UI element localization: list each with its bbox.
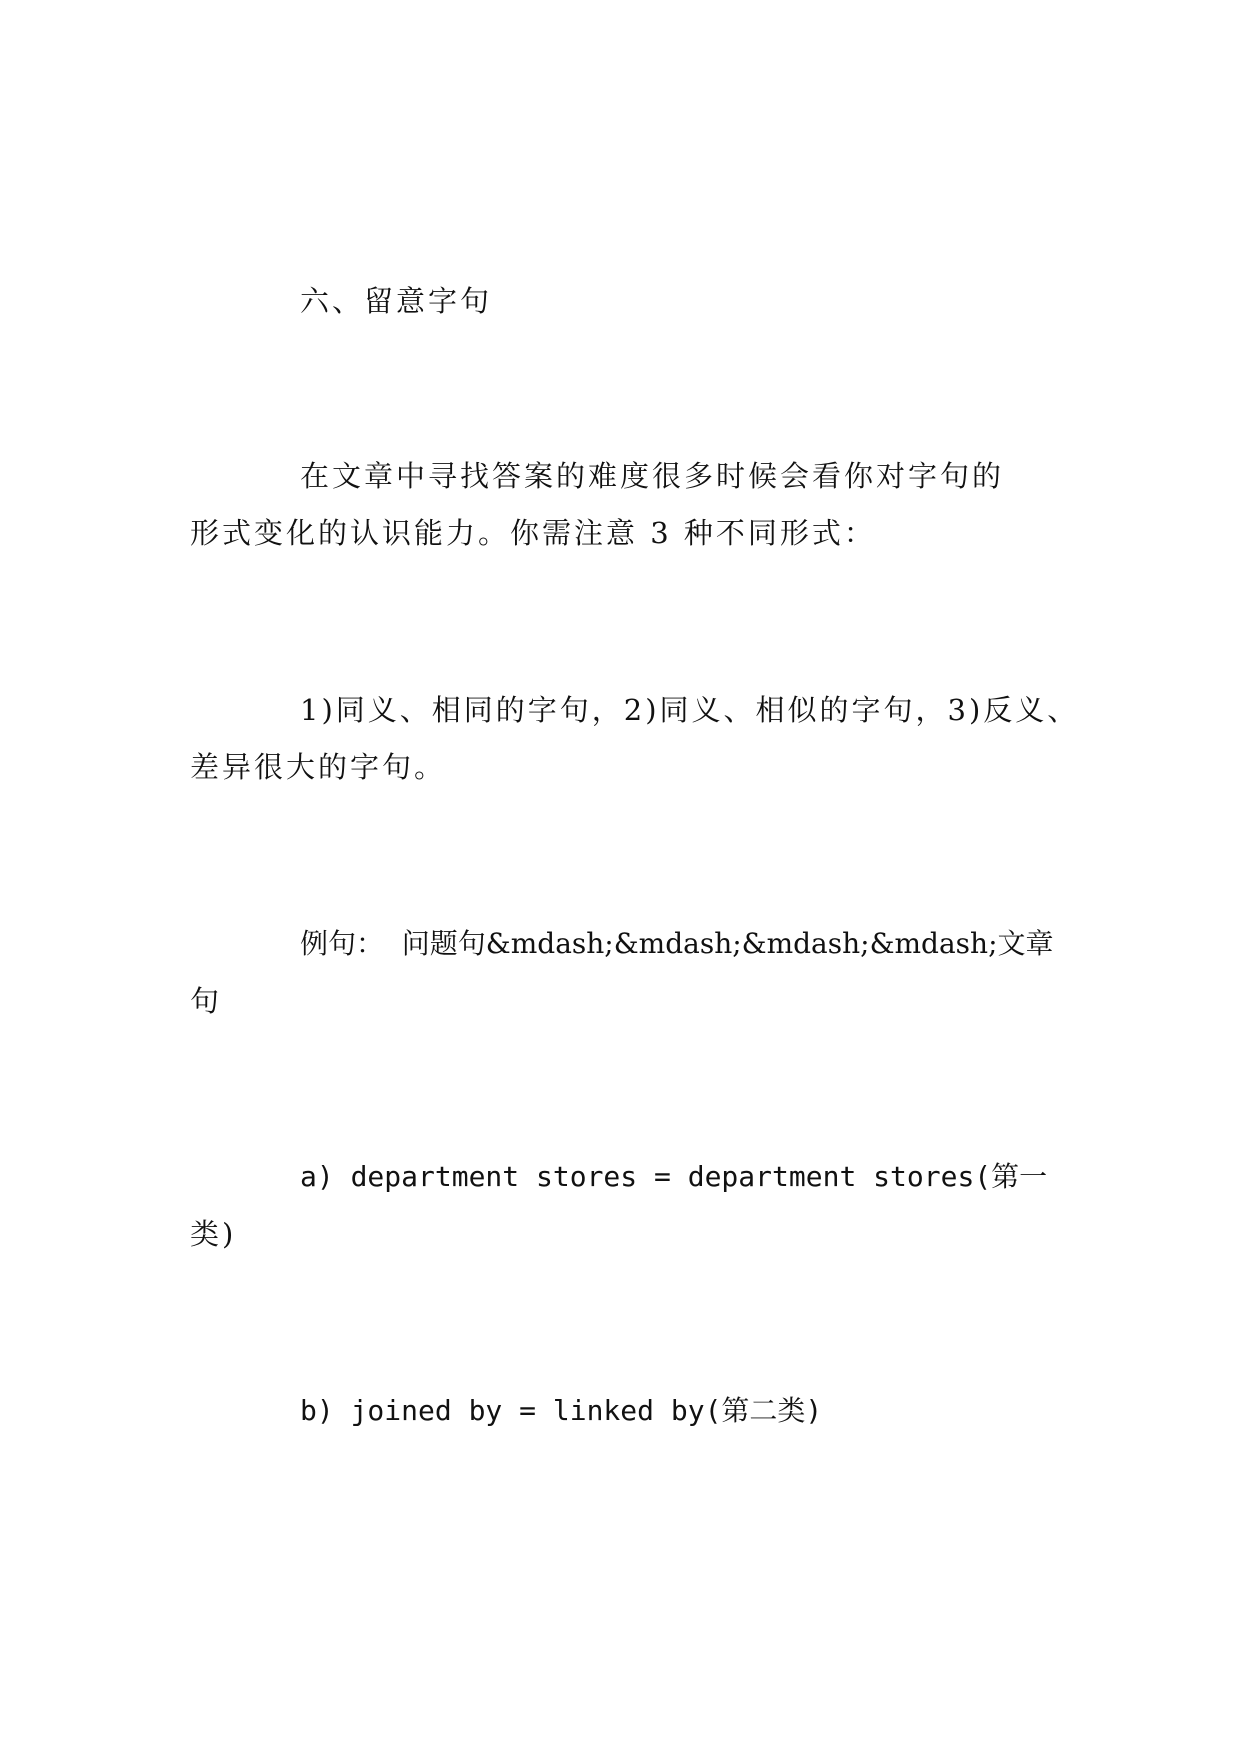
paragraph-4-line-2: 类) bbox=[190, 1217, 237, 1251]
paragraph-1-line-2: 形式变化的认识能力。你需注意 3 种不同形式： bbox=[190, 516, 876, 550]
paragraph-1-line-1: 在文章中寻找答案的难度很多时候会看你对字句的 bbox=[300, 459, 1005, 493]
paragraph-2-line-1: 1)同义、相同的字句，2)同义、相似的字句，3)反义、 bbox=[300, 693, 1080, 727]
paragraph-4-line-1: a) department stores = department stores(第一 bbox=[300, 1160, 1048, 1193]
paragraph-3-line-1: 例句： 问题句&mdash;&mdash;&mdash;&mdash;文章 bbox=[300, 927, 1054, 960]
paragraph-2-line-2: 差异很大的字句。 bbox=[190, 750, 447, 784]
section-heading: 六、留意字句 bbox=[300, 284, 493, 318]
paragraph-3-line-2: 句 bbox=[190, 984, 223, 1018]
paragraph-5-line-1: b) joined by = linked by(第二类) bbox=[300, 1394, 823, 1427]
